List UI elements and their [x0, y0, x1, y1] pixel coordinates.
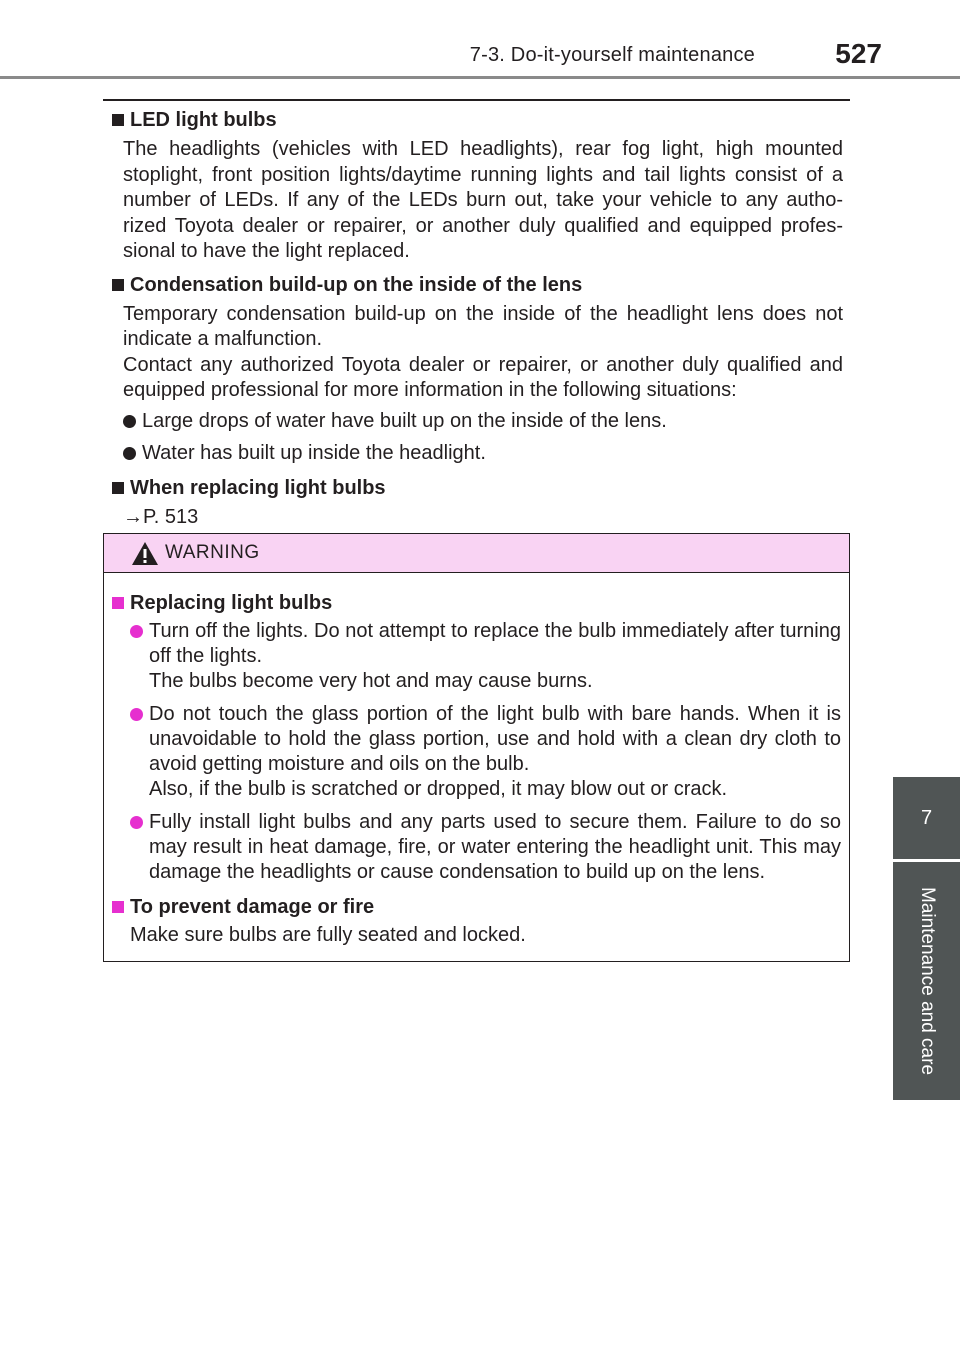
- warning-section-heading: [112, 589, 841, 617]
- square-bullet-icon: [112, 114, 124, 126]
- warning-heading-text: To prevent damage or fire: [130, 896, 375, 918]
- chapter-tab-title: Maintenance and care: [916, 886, 938, 1076]
- warning-heading-text: Replacing light bulbs: [130, 592, 333, 614]
- header-divider: [0, 76, 960, 79]
- warning-list-item: [130, 810, 841, 885]
- section-heading-text: When replacing light bulbs: [130, 476, 386, 499]
- warning-header: [104, 534, 849, 573]
- section-replacing-bulbs: [103, 474, 850, 531]
- section-condensation: [103, 271, 850, 467]
- square-bullet-icon: [112, 901, 124, 913]
- square-bullet-icon: [112, 279, 124, 291]
- warning-body: [104, 573, 849, 948]
- warning-section-heading: [112, 893, 841, 921]
- warning-list-item: [130, 619, 841, 694]
- section-heading: [103, 271, 850, 299]
- section-heading: [103, 474, 850, 502]
- content-top-rule: [103, 99, 850, 101]
- chapter-tab-label[interactable]: [893, 862, 960, 1100]
- round-bullet-icon: [130, 816, 143, 829]
- round-bullet-icon: [130, 625, 143, 638]
- main-content: [103, 106, 850, 536]
- section-heading: [103, 106, 850, 134]
- paragraph: Temporary condensation build-up on the inside of the headlight lens does not indicate a malfunction. Contact any authorized Toyota dealer or repairer, or another duly qualified and equipped professional for more information in the following situations:: [123, 302, 843, 401]
- round-bullet-icon: [123, 415, 136, 428]
- warning-list-item-text: Turn off the lights. Do not attempt to replace the bulb immediately after turning off the lights. The bulbs become very hot and may cause burns.: [149, 620, 841, 692]
- warning-list-item-text: Fully install light bulbs and any parts used to secure them. Failure to do so may result in heat damage, fire, or water entering the headlight unit. This may damage the headlights or cause condensation to build up on the lens.: [149, 811, 841, 883]
- section-heading-text: Condensation build-up on the inside of the lens: [130, 273, 583, 296]
- round-bullet-icon: [130, 708, 143, 721]
- chapter-tab-number[interactable]: 7: [893, 777, 960, 859]
- warning-list-item-text: Do not touch the glass portion of the light bulb with bare hands. When it is unavoidable to hold the glass portion, use and hold with a clean dry cloth to avoid getting moisture and oils on the bulb. Also, if the bulb is scratched or dropped, it may blow out or crack.: [149, 703, 841, 800]
- page-header: [0, 0, 960, 82]
- warning-title: WARNING: [165, 542, 260, 563]
- square-bullet-icon: [112, 597, 124, 609]
- list-item: [123, 441, 843, 467]
- square-bullet-icon: [112, 482, 124, 494]
- warning-paragraph: Make sure bulbs are fully seated and locked.: [130, 924, 526, 946]
- page-reference-link[interactable]: →P. 513: [123, 505, 199, 528]
- section-led-bulbs: [103, 106, 850, 265]
- header-section-title: 7-3. Do-it-yourself maintenance: [469, 44, 755, 66]
- warning-list-item: [130, 702, 841, 802]
- paragraph: The headlights (vehicles with LED headlights), rear fog light, high mounted stoplight, front position lights/daytime running lights and tail lights consist of a number of LEDs. If any of the LEDs burn out, take your vehicle to any autho-rized Toyota dealer or repairer, or another duly qualified and equipped profes-sional to have the light replaced.: [123, 138, 843, 262]
- list-item-text: Water has built up inside the headlight.: [142, 442, 486, 464]
- list-item-text: Large drops of water have built up on the inside of the lens.: [142, 409, 667, 432]
- warning-box: [103, 533, 850, 962]
- round-bullet-icon: [123, 447, 136, 460]
- warning-triangle-icon: [131, 541, 159, 566]
- section-heading-text: LED light bulbs: [130, 109, 277, 131]
- list-item: [123, 409, 843, 435]
- page-number: 527: [835, 38, 882, 69]
